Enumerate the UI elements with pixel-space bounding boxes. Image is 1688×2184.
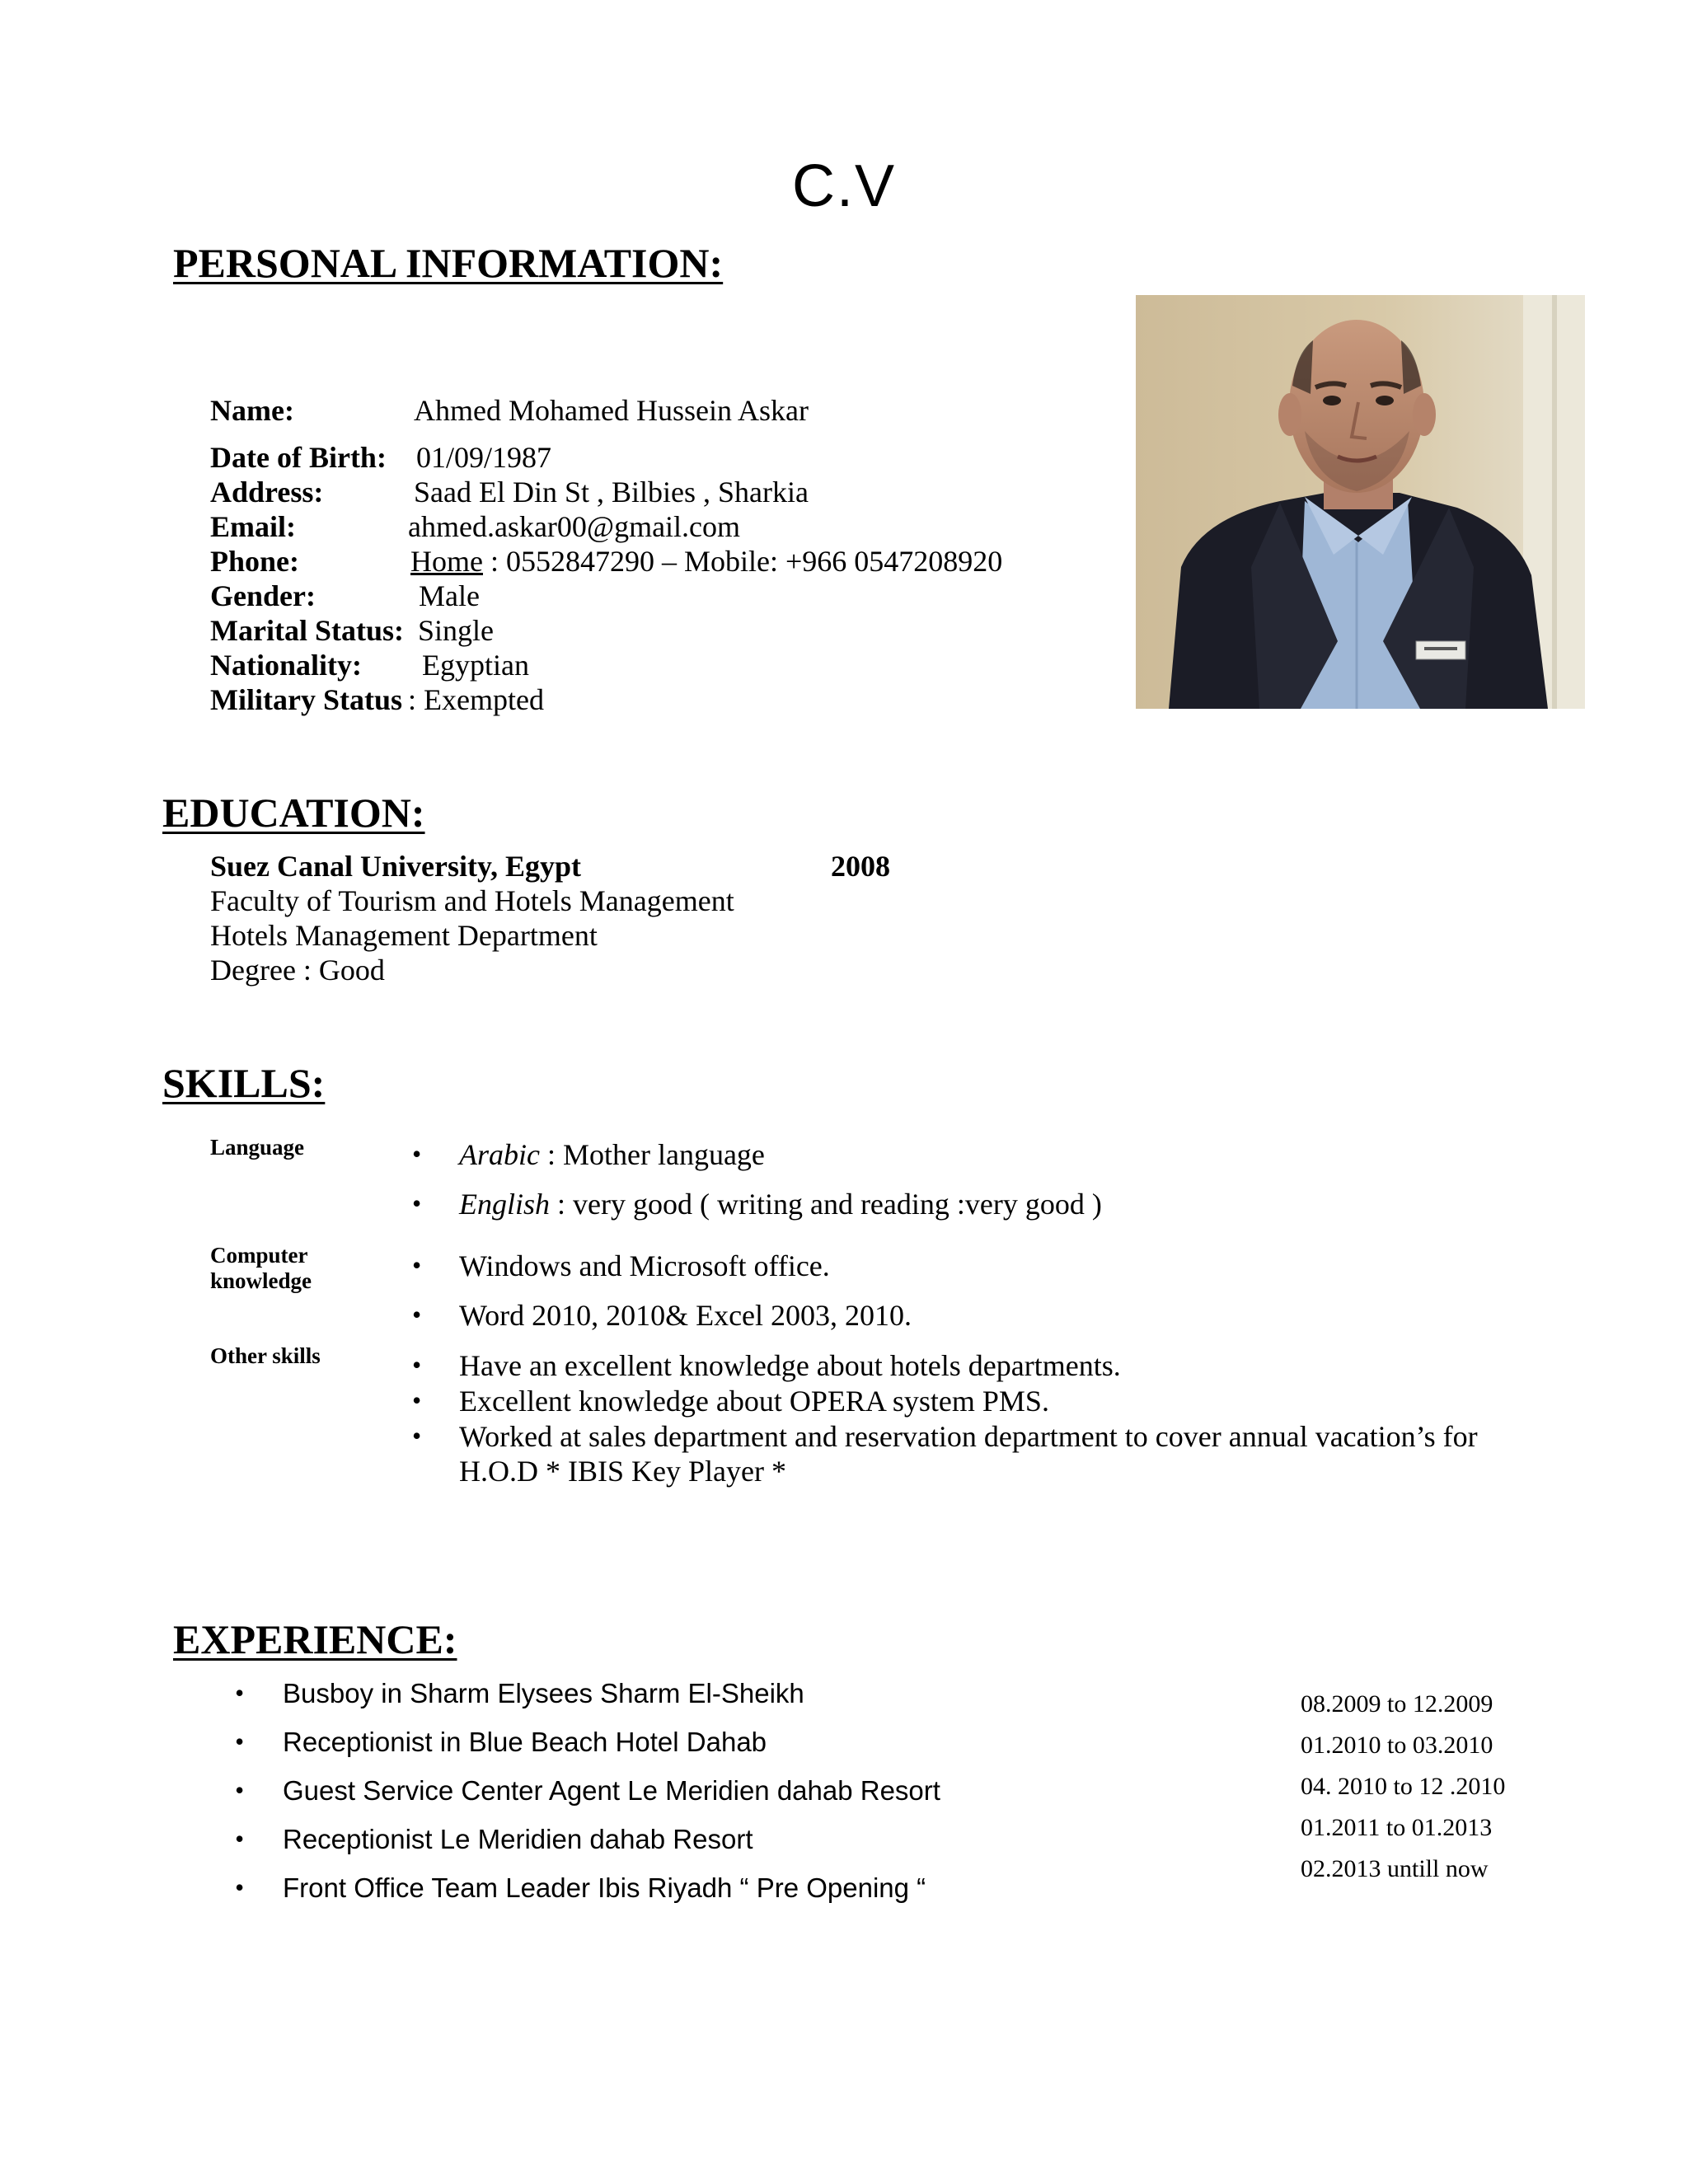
education-year: 2008	[831, 850, 890, 883]
bullet-icon: •	[235, 1824, 245, 1854]
phone-value	[410, 544, 1002, 579]
skill-other-item: Worked at sales department and reservation department to cover annual vacation’s for	[459, 1420, 1478, 1453]
skill-language-arabic	[459, 1137, 765, 1172]
profile-photo	[1136, 295, 1585, 709]
education-degree: Degree : Good	[210, 954, 385, 987]
experience-date: 08.2009 to 12.2009	[1301, 1690, 1493, 1718]
dob-value: 01/09/1987	[416, 441, 552, 474]
skill-label-language: Language	[210, 1135, 305, 1160]
address-label: Address:	[210, 476, 324, 509]
skill-other-item: Excellent knowledge about OPERA system PMS.	[459, 1385, 1049, 1418]
bullet-icon: •	[235, 1727, 245, 1756]
experience-date: 04. 2010 to 12 .2010	[1301, 1773, 1506, 1800]
skill-language-english	[459, 1187, 1102, 1221]
person-portrait-icon	[1136, 295, 1585, 709]
bullet-icon: •	[412, 1139, 422, 1169]
education-heading: EDUCATION:	[162, 790, 425, 836]
bullet-icon: •	[412, 1350, 422, 1380]
gender-label: Gender:	[210, 579, 316, 612]
experience-item: Receptionist in Blue Beach Hotel Dahab	[283, 1727, 767, 1757]
dob-label: Date of Birth:	[210, 441, 387, 474]
name-value: Ahmed Mohamed Hussein Askar	[414, 394, 809, 427]
experience-heading: EXPERIENCE:	[173, 1616, 457, 1662]
nationality-value: Egyptian	[422, 649, 529, 682]
nationality-label: Nationality:	[210, 649, 362, 682]
skill-label-computer-line2: knowledge	[210, 1268, 312, 1293]
bullet-icon: •	[412, 1188, 422, 1218]
bullet-icon: •	[235, 1678, 245, 1708]
experience-item: Receptionist Le Meridien dahab Resort	[283, 1824, 753, 1854]
skill-other-item: Have an excellent knowledge about hotels departments.	[459, 1349, 1121, 1382]
skill-computer-item: Word 2010, 2010& Excel 2003, 2010.	[459, 1299, 912, 1332]
military-value: : Exempted	[408, 683, 544, 716]
skill-label-other: Other skills	[210, 1343, 321, 1368]
military-label: Military Status	[210, 683, 402, 716]
email-label: Email:	[210, 510, 296, 543]
skill-label-computer-line1: Computer	[210, 1243, 308, 1268]
skill-computer-item: Windows and Microsoft office.	[459, 1249, 830, 1282]
experience-item: Busboy in Sharm Elysees Sharm El-Sheikh	[283, 1678, 804, 1708]
language-name: English	[459, 1188, 551, 1221]
personal-info-heading: PERSONAL INFORMATION:	[173, 240, 724, 286]
document-title: C.V	[791, 153, 897, 219]
language-level: : very good ( writing and reading :very good )	[550, 1188, 1102, 1221]
experience-item: Front Office Team Leader Ibis Riyadh “ Pre Opening “	[283, 1872, 926, 1903]
education-department: Hotels Management Department	[210, 919, 598, 952]
bullet-icon: •	[412, 1300, 422, 1329]
language-level: : Mother language	[539, 1138, 765, 1171]
phone-home-label: Home	[410, 545, 483, 578]
education-university: Suez Canal University, Egypt	[210, 850, 582, 883]
bullet-icon: •	[412, 1250, 422, 1280]
gender-value: Male	[419, 579, 480, 612]
experience-item: Guest Service Center Agent Le Meridien dahab Resort	[283, 1775, 940, 1806]
phone-numbers: : 0552847290 – Mobile: +966 0547208920	[482, 545, 1003, 578]
skill-label-computer	[210, 1243, 312, 1294]
bullet-icon: •	[235, 1775, 245, 1805]
address-value: Saad El Din St , Bilbies , Sharkia	[414, 476, 809, 509]
name-label: Name:	[210, 394, 294, 427]
email-value: ahmed.askar00@gmail.com	[408, 510, 741, 543]
experience-date: 01.2010 to 03.2010	[1301, 1732, 1493, 1759]
marital-label: Marital Status:	[210, 614, 404, 647]
language-name: Arabic	[459, 1138, 540, 1171]
experience-date: 02.2013 untill now	[1301, 1855, 1489, 1882]
bullet-icon: •	[235, 1872, 245, 1902]
skill-other-item-continued: H.O.D * IBIS Key Player *	[459, 1455, 786, 1488]
bullet-icon: •	[412, 1421, 422, 1451]
skills-heading: SKILLS:	[162, 1060, 326, 1106]
experience-date: 01.2011 to 01.2013	[1301, 1814, 1493, 1841]
marital-value: Single	[418, 614, 495, 647]
phone-label: Phone:	[210, 545, 299, 578]
education-faculty: Faculty of Tourism and Hotels Management	[210, 884, 734, 917]
bullet-icon: •	[412, 1385, 422, 1415]
